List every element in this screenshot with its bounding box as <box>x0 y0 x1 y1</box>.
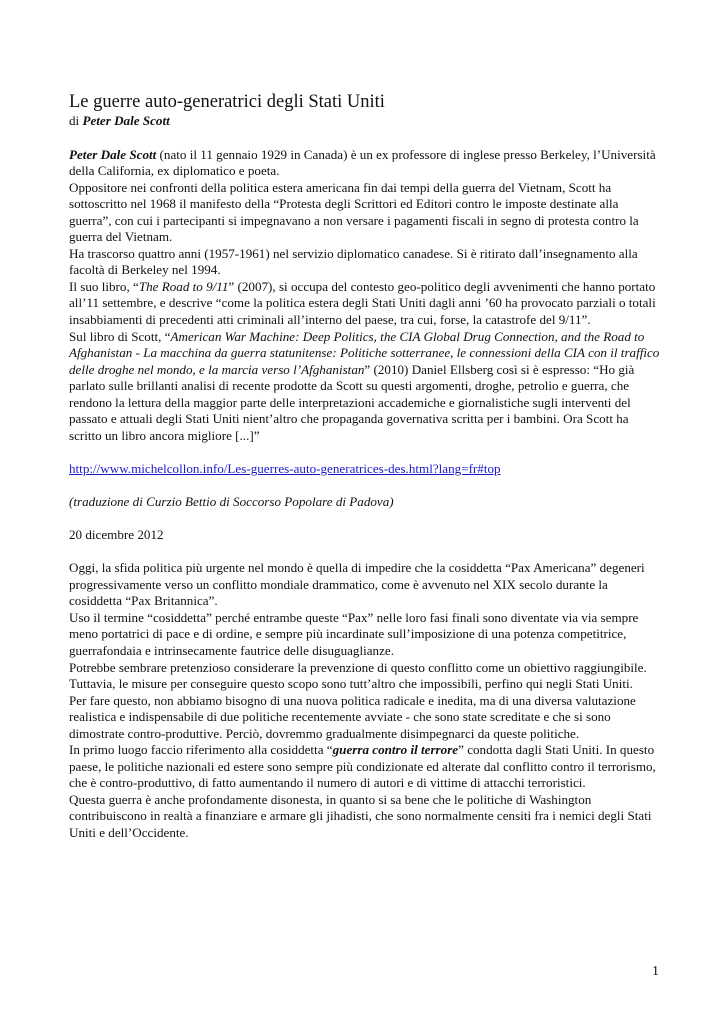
document-content <box>69 91 661 842</box>
article-date: 20 dicembre 2012 <box>69 527 164 543</box>
body-p5-text-a: In primo luogo faccio riferimento alla cosiddetta “ <box>69 742 333 758</box>
body-paragraph-1: Oggi, la sfida politica più urgente nel mondo è quella di impedire che la cosiddetta “Pax Americana” degeneri progressivamente verso un conflitto mondiale drammatico, come è avvenuto nel XIX secolo durante la cosiddetta “Pax Britannica”. <box>69 560 645 609</box>
source-link-paragraph <box>69 461 661 478</box>
byline-author: Peter Dale Scott <box>82 113 170 128</box>
page-number: 1 <box>652 964 659 979</box>
body-paragraph-5 <box>69 742 661 792</box>
body-paragraph-3: Potrebbe sembrare pretenzioso considerare la prevenzione di questo conflitto come un obiettivo raggiungibile. Tuttavia, le misure per conseguire questo scopo sono tutt’altro che impossibili, perfino qui negli Stati Uniti. <box>69 659 647 692</box>
body-paragraph-6: Questa guerra è anche profondamente disonesta, in quanto si sa bene che le politiche di Washington contribuiscono in realtà a finanziare e armare gli jihadisti, che sono normalmente censiti fra i nemici degli Stati Uniti e dell’Occidente. <box>69 791 652 840</box>
page-title: Le guerre auto-generatrici degli Stati Uniti <box>69 92 385 112</box>
byline-prefix: di <box>69 113 83 128</box>
body-paragraph-4: Per fare questo, non abbiamo bisogno di una nuova politica radicale e inedita, ma di una diversa valutazione realistica e indispensabile di due politiche recentemente avviate - che sono state screditate e che si sono dimostrate contro-produttive. Perciò, dovremmo gradualmente disimpegnarci da queste politiche. <box>69 692 636 741</box>
book-title-road-to-911: The Road to 9/11 <box>138 278 229 294</box>
intro-paragraph-3: Ha trascorso quattro anni (1957-1961) nel servizio diplomatico canadese. Si è ritirato dall’insegnamento alla facoltà di Berkeley nel 1994. <box>69 245 638 278</box>
intro-p4-text-b: ” (2007), si occupa del contesto geo-politico degli avvenimenti che hanno portato all’11 settembre, e descrive “come la politica estera degli Stati Uniti dagli anni ’60 ha provocato parziali o totali insabbiamenti di precedenti atti criminali all’interno del paese, tra cui, forse, la catastrofe del 9/11”. <box>69 278 656 328</box>
intro-paragraph-5 <box>69 329 661 445</box>
emphasis-war-on-terror: guerra contro il terrore <box>332 742 459 758</box>
body-p5-text-b: ” condotta dagli Stati Uniti. In questo paese, le politiche nazionali ed estere sono sempre più condizionate ed alterate dal conflitto contro il terrorismo, che è contro-produttivo, di fatto aumentando il numero di autori e di vittime di attacchi terroristici. <box>69 742 656 791</box>
book-title-american-war-machine: American War Machine: Deep Politics, the CIA Global Drug Connection, and the Road to Afghanistan - La macchina da guerra statunitense: Politiche sotterranee, le connessioni della CIA con il traffico delle droghe nel mondo, e la marcia verso l’Afghanistan <box>69 328 660 377</box>
intro-p4-text-a: Il suo libro, “ <box>69 278 139 294</box>
translation-credit <box>69 494 661 511</box>
intro-paragraph-1 <box>69 147 661 180</box>
intro-p1-text: (nato il 11 gennaio 1929 in Canada) è un ex professore di inglese presso Berkeley, l’Università della California, ex diplomatico e poeta. <box>69 146 656 179</box>
intro-author: Peter Dale Scott <box>69 146 157 162</box>
intro-paragraph-4 <box>69 279 661 329</box>
translation-credit-text: (traduzione di Curzio Bettio di Soccorso Popolare di Padova) <box>69 494 394 510</box>
byline <box>69 113 661 130</box>
intro-paragraph-2: Oppositore nei confronti della politica estera americana fin dai tempi della guerra del Vietnam, Scott ha sottoscritto nel 1968 il manifesto della “Protesta degli Scrittori ed Editori contro le imposte destinate alla guerra”, con cui i partecipanti si impegnavano a non versare i pagamenti fiscali in segno di protesta contro la guerra del Vietnam. <box>69 179 639 245</box>
source-link[interactable]: http://www.michelcollon.info/Les-guerres-auto-generatrices-des.html?lang=fr#top <box>69 460 501 476</box>
body-paragraph-2: Uso il termine “cosiddetta” perché entrambe queste “Pax” nelle loro fasi finali sono diventate via via sempre meno portatrici di pace e di ordine, e sempre più incardinate sull’imposizione di una potenza competitrice, guerrafondaia e intrinsecamente fautrice delle disuguaglianze. <box>69 609 639 658</box>
intro-p5-text-b: ” (2010) Daniel Ellsberg così si è espresso: “Ho già parlato sulle brillanti analisi di recente prodotte da Scott su questi argomenti, droghe, petrolio e guerra, che rendono la lettura della maggior parte delle interpretazioni accademiche e giornalistiche sugli interventi del passato e attuali degli Stati Uniti nient’altro che propaganda governativa scritta per i bambini. Ora Scott ha scritto un libro ancora migliore [...]” <box>69 361 635 443</box>
intro-p5-text-a: Sul libro di Scott, “ <box>69 328 171 344</box>
